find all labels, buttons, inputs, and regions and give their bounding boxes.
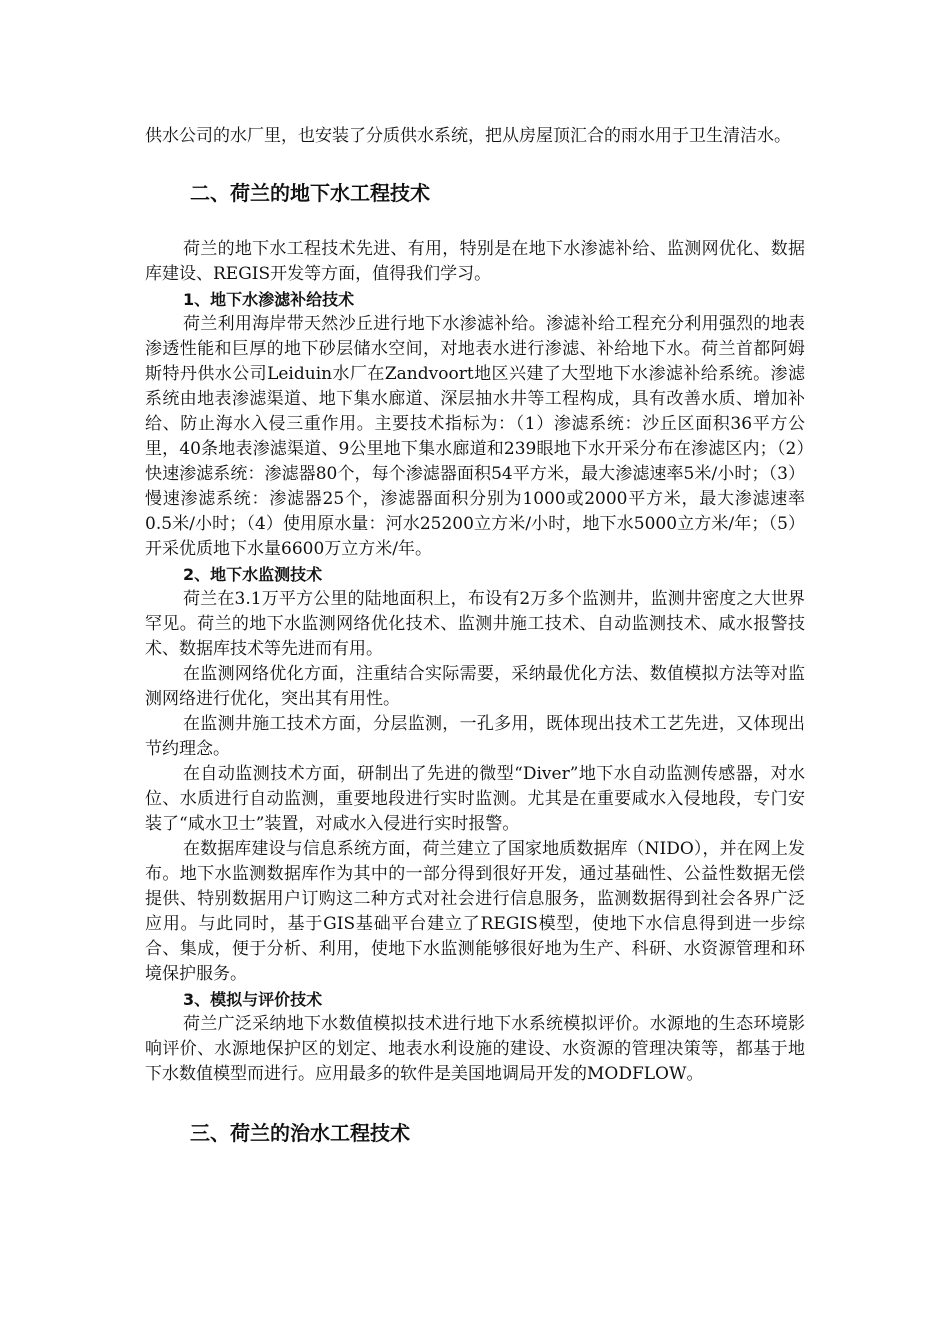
intro-paragraph: 供水公司的水厂里，也安装了分质供水系统，把从房屋顶汇合的雨水用于卫生清洁水。 <box>145 126 791 146</box>
document-body <box>145 124 805 1147</box>
sub2-paragraph-3: 在监测井施工技术方面，分层监测，一孔多用，既体现出技术工艺先进，又体现出节约理念。 <box>145 714 805 759</box>
section2-intro: 荷兰的地下水工程技术先进、有用，特别是在地下水渗滤补给、监测网优化、数据库建设、REGIS开发等方面，值得我们学习。 <box>145 239 805 284</box>
section2-heading: 二、荷兰的地下水工程技术 <box>190 181 430 205</box>
sub2-heading: 2、地下水监测技术 <box>183 565 323 584</box>
sub2-paragraph-4: 在自动监测技术方面，研制出了先进的微型“Diver”地下水自动监测传感器，对水位、水质进行自动监测，重要地段进行实时监测。尤其是在重要咸水入侵地段，专门安装了“咸水卫士”装置，对咸水入侵进行实时报警。 <box>145 764 805 834</box>
sub1-heading: 1、地下水渗滤补给技术 <box>183 290 355 309</box>
sub2-paragraph-2: 在监测网络优化方面，注重结合实际需要，采纳最优化方法、数值模拟方法等对监测网络进行优化，突出其有用性。 <box>145 664 805 709</box>
sub2-paragraph-5: 在数据库建设与信息系统方面，荷兰建立了国家地质数据库（NIDO），并在网上发布。地下水监测数据库作为其中的一部分得到很好开发，通过基础性、公益性数据无偿提供、特别数据用户订购这二种方式对社会进行信息服务，监测数据得到社会各界广泛应用。与此同时，基于GIS基础平台建立了REGIS模型，使地下水信息得到进一步综合、集成，便于分析、利用，使地下水监测能够很好地为生产、科研、水资源管理和环境保护服务。 <box>145 839 805 984</box>
sub2-paragraph-1: 荷兰在3.1万平方公里的陆地面积上，布设有2万多个监测井，监测井密度之大世界罕见。荷兰的地下水监测网络优化技术、监测井施工技术、自动监测技术、咸水报警技术、数据库技术等先进而有用。 <box>145 589 805 659</box>
section3-heading: 三、荷兰的治水工程技术 <box>190 1121 410 1145</box>
sub1-paragraph: 荷兰利用海岸带天然沙丘进行地下水渗滤补给。渗滤补给工程充分利用强烈的地表渗透性能和巨厚的地下砂层储水空间，对地表水进行渗滤、补给地下水。荷兰首都阿姆斯特丹供水公司Leiduin水厂在Zandvoort地区兴建了大型地下水渗滤补给系统。渗滤系统由地表渗滤渠道、地下集水廊道、深层抽水井等工程构成，具有改善水质、增加补给、防止海水入侵三重作用。主要技术指标为：（1）渗滤系统：沙丘区面积36平方公里，40条地表渗滤渠道、9公里地下集水廊道和239眼地下水开采分布在渗滤区内；（2）快速渗滤系统：渗滤器80个，每个渗滤器面积54平方米，最大渗滤速率5米/小时；（3）慢速渗滤系统：渗滤器25个，渗滤器面积分别为1000或2000平方米，最大渗滤速率0.5米/小时；（4）使用原水量：河水25200立方米/小时，地下水5000立方米/年；（5）开采优质地下水量6600万立方米/年。 <box>145 314 805 559</box>
sub3-heading: 3、模拟与评价技术 <box>183 990 323 1009</box>
sub3-paragraph: 荷兰广泛采纳地下水数值模拟技术进行地下水系统模拟评价。水源地的生态环境影响评价、水源地保护区的划定、地表水利设施的建设、水资源的管理决策等，都基于地下水数值模型而进行。应用最多的软件是美国地调局开发的MODFLOW。 <box>145 1014 805 1084</box>
